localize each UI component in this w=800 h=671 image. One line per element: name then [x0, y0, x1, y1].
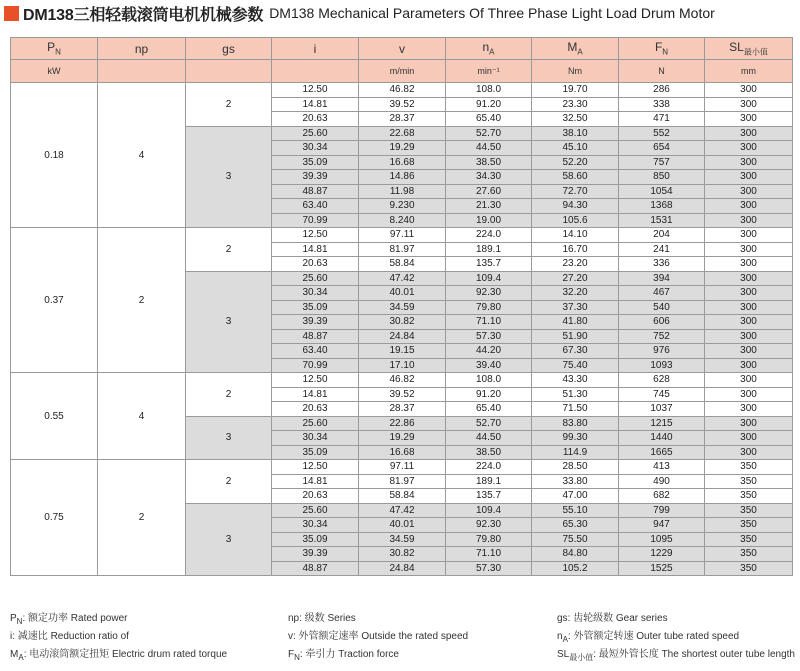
header-symbol-subscript: N — [662, 47, 669, 57]
min-length-cell: 300 — [705, 242, 793, 257]
torque-cell: 41.80 — [532, 315, 619, 330]
torque-cell: 47.00 — [532, 489, 619, 504]
rated-power-cell: 0.55 — [11, 373, 98, 460]
speed-cell: 19.29 — [359, 141, 446, 156]
torque-cell: 45.10 — [532, 141, 619, 156]
ratio-cell: 70.99 — [272, 358, 359, 373]
gear-series-cell: 2 — [186, 83, 272, 127]
min-length-cell: 300 — [705, 112, 793, 127]
speed-cell: 39.52 — [359, 387, 446, 402]
header-symbol-label: v — [399, 41, 405, 56]
speed-cell: 46.82 — [359, 373, 446, 388]
min-length-cell: 300 — [705, 329, 793, 344]
rotation-speed-cell: 57.30 — [446, 329, 532, 344]
legend-symbol-subscript: N — [294, 653, 300, 662]
legend-symbol-subscript: 最小值 — [569, 653, 594, 662]
legend-symbol: F — [288, 649, 295, 660]
speed-cell: 34.59 — [359, 532, 446, 547]
legend-symbol: SL — [557, 649, 570, 660]
legend-item — [10, 612, 227, 630]
torque-cell: 23.20 — [532, 257, 619, 272]
ratio-cell: 63.40 — [272, 199, 359, 214]
rotation-speed-cell: 57.30 — [446, 561, 532, 576]
ratio-cell: 25.60 — [272, 416, 359, 431]
torque-cell: 72.70 — [532, 184, 619, 199]
torque-cell: 71.50 — [532, 402, 619, 417]
title-bar — [0, 0, 800, 26]
rotation-speed-cell: 109.4 — [446, 503, 532, 518]
rotation-speed-cell: 19.00 — [446, 213, 532, 228]
table-row — [11, 228, 793, 243]
rotation-speed-cell: 39.40 — [446, 358, 532, 373]
min-length-cell: 300 — [705, 445, 793, 460]
min-length-cell: 300 — [705, 358, 793, 373]
torque-cell: 75.40 — [532, 358, 619, 373]
header-unit — [98, 60, 186, 83]
speed-cell: 24.84 — [359, 329, 446, 344]
header-symbol-label: gs — [222, 41, 235, 56]
gear-series-cell: 3 — [186, 503, 272, 576]
speed-cell: 40.01 — [359, 518, 446, 533]
ratio-cell: 25.60 — [272, 503, 359, 518]
torque-cell: 33.80 — [532, 474, 619, 489]
speed-cell: 58.84 — [359, 257, 446, 272]
gear-series-cell: 2 — [186, 460, 272, 504]
min-length-cell: 350 — [705, 518, 793, 533]
header-symbol-subscript: 最小值 — [743, 47, 768, 57]
legend-column — [288, 612, 468, 666]
speed-cell: 11.98 — [359, 184, 446, 199]
rotation-speed-cell: 108.0 — [446, 83, 532, 98]
rotation-speed-cell: 44.50 — [446, 141, 532, 156]
rotation-speed-cell: 189.1 — [446, 474, 532, 489]
torque-cell: 27.20 — [532, 271, 619, 286]
series-cell: 2 — [98, 228, 186, 373]
gear-series-cell: 2 — [186, 373, 272, 417]
rotation-speed-cell: 52.70 — [446, 126, 532, 141]
rotation-speed-cell: 92.30 — [446, 286, 532, 301]
speed-cell: 30.82 — [359, 315, 446, 330]
header-symbol-label: F — [654, 40, 663, 55]
traction-force-cell: 467 — [619, 286, 705, 301]
legend-description: : 最短外管长度 The shortest outer tube length — [593, 649, 795, 660]
traction-force-cell: 1525 — [619, 561, 705, 576]
legend-symbol: np — [288, 613, 300, 624]
legend-symbol: v — [288, 631, 293, 642]
header-unit: m/min — [359, 60, 446, 83]
traction-force-cell: 682 — [619, 489, 705, 504]
table-row — [11, 83, 793, 98]
min-length-cell: 300 — [705, 344, 793, 359]
rotation-speed-cell: 38.50 — [446, 155, 532, 170]
header-symbol-label: n — [482, 40, 490, 55]
min-length-cell: 350 — [705, 532, 793, 547]
ratio-cell: 20.63 — [272, 402, 359, 417]
ratio-cell: 35.09 — [272, 532, 359, 547]
header-unit — [186, 60, 272, 83]
ratio-cell: 12.50 — [272, 373, 359, 388]
ratio-cell: 48.87 — [272, 561, 359, 576]
torque-cell: 67.30 — [532, 344, 619, 359]
min-length-cell: 300 — [705, 271, 793, 286]
ratio-cell: 48.87 — [272, 329, 359, 344]
torque-cell: 14.10 — [532, 228, 619, 243]
traction-force-cell: 1037 — [619, 402, 705, 417]
table-row — [11, 373, 793, 388]
traction-force-cell: 336 — [619, 257, 705, 272]
rotation-speed-cell: 79.80 — [446, 532, 532, 547]
rated-power-cell: 0.75 — [11, 460, 98, 576]
min-length-cell: 300 — [705, 170, 793, 185]
speed-cell: 19.15 — [359, 344, 446, 359]
header-unit — [272, 60, 359, 83]
header-symbol-subscript: A — [577, 47, 583, 57]
legend-item — [10, 648, 227, 666]
speed-cell: 30.82 — [359, 547, 446, 562]
torque-cell: 83.80 — [532, 416, 619, 431]
header-symbol — [186, 38, 272, 60]
speed-cell: 24.84 — [359, 561, 446, 576]
table-row — [11, 460, 793, 475]
header-symbol — [11, 38, 98, 60]
rotation-speed-cell: 92.30 — [446, 518, 532, 533]
legend-description: : 额定功率 Rated power — [22, 613, 128, 624]
ratio-cell: 12.50 — [272, 228, 359, 243]
min-length-cell: 300 — [705, 315, 793, 330]
speed-cell: 46.82 — [359, 83, 446, 98]
torque-cell: 65.30 — [532, 518, 619, 533]
traction-force-cell: 241 — [619, 242, 705, 257]
traction-force-cell: 286 — [619, 83, 705, 98]
header-symbol-label: np — [134, 41, 149, 56]
header-unit-row — [11, 60, 793, 83]
title-english: DM138 Mechanical Parameters Of Three Phase Light Load Drum Motor — [269, 5, 715, 21]
header-unit: kW — [11, 60, 98, 83]
traction-force-cell: 799 — [619, 503, 705, 518]
traction-force-cell: 490 — [619, 474, 705, 489]
min-length-cell: 300 — [705, 97, 793, 112]
header-unit: mm — [705, 60, 793, 83]
min-length-cell: 300 — [705, 286, 793, 301]
min-length-cell: 300 — [705, 416, 793, 431]
legend-column — [557, 612, 795, 666]
rotation-speed-cell: 71.10 — [446, 547, 532, 562]
rotation-speed-cell: 34.30 — [446, 170, 532, 185]
ratio-cell: 14.81 — [272, 474, 359, 489]
traction-force-cell: 745 — [619, 387, 705, 402]
ratio-cell: 25.60 — [272, 271, 359, 286]
rotation-speed-cell: 44.20 — [446, 344, 532, 359]
ratio-cell: 35.09 — [272, 300, 359, 315]
legend-symbol: n — [557, 631, 563, 642]
header-unit: N — [619, 60, 705, 83]
min-length-cell: 350 — [705, 547, 793, 562]
min-length-cell: 300 — [705, 213, 793, 228]
ratio-cell: 35.09 — [272, 155, 359, 170]
min-length-cell: 300 — [705, 387, 793, 402]
legend-item — [557, 648, 795, 666]
header-symbol-label: P — [47, 40, 56, 55]
rotation-speed-cell: 71.10 — [446, 315, 532, 330]
traction-force-cell: 606 — [619, 315, 705, 330]
speed-cell: 47.42 — [359, 503, 446, 518]
ratio-cell: 48.87 — [272, 184, 359, 199]
header-symbol-label: SL — [729, 39, 744, 54]
header-symbol-subscript: N — [55, 47, 61, 57]
traction-force-cell: 1665 — [619, 445, 705, 460]
ratio-cell: 30.34 — [272, 141, 359, 156]
header-symbol — [272, 38, 359, 60]
title-chinese: DM138三相轻载滚筒电机机械参数 — [23, 6, 264, 24]
legend-item — [288, 648, 468, 666]
ratio-cell: 12.50 — [272, 83, 359, 98]
torque-cell: 84.80 — [532, 547, 619, 562]
legend-symbol-subscript: N — [16, 617, 23, 626]
rotation-speed-cell: 21.30 — [446, 199, 532, 214]
min-length-cell: 300 — [705, 402, 793, 417]
ratio-cell: 30.34 — [272, 518, 359, 533]
min-length-cell: 300 — [705, 141, 793, 156]
min-length-cell: 300 — [705, 155, 793, 170]
torque-cell: 19.70 — [532, 83, 619, 98]
min-length-cell: 350 — [705, 460, 793, 475]
parameters-table — [10, 37, 793, 576]
legend-item — [557, 630, 795, 648]
traction-force-cell: 1093 — [619, 358, 705, 373]
traction-force-cell: 413 — [619, 460, 705, 475]
header-symbol-subscript: A — [489, 47, 495, 57]
rotation-speed-cell: 65.40 — [446, 112, 532, 127]
header-unit: min⁻¹ — [446, 60, 532, 83]
legend-description: : 牵引力 Traction force — [299, 649, 399, 660]
rotation-speed-cell: 135.7 — [446, 257, 532, 272]
min-length-cell: 300 — [705, 228, 793, 243]
legend-description: : 电动滚筒额定扭矩 Electric drum rated torque — [23, 649, 228, 660]
min-length-cell: 350 — [705, 489, 793, 504]
rotation-speed-cell: 52.70 — [446, 416, 532, 431]
traction-force-cell: 1440 — [619, 431, 705, 446]
legend-symbol: i — [10, 631, 13, 642]
header-symbol — [619, 38, 705, 60]
header-symbol — [359, 38, 446, 60]
legend-description: : 减速比 Reduction ratio of — [12, 631, 129, 642]
ratio-cell: 70.99 — [272, 213, 359, 228]
torque-cell: 51.30 — [532, 387, 619, 402]
speed-cell: 14.86 — [359, 170, 446, 185]
header-symbol — [446, 38, 532, 60]
ratio-cell: 12.50 — [272, 460, 359, 475]
legend-description: : 外管额定转速 Outer tube rated speed — [567, 631, 740, 642]
traction-force-cell: 947 — [619, 518, 705, 533]
min-length-cell: 350 — [705, 474, 793, 489]
gear-series-cell: 3 — [186, 271, 272, 373]
speed-cell: 28.37 — [359, 112, 446, 127]
header-symbol — [705, 38, 793, 60]
min-length-cell: 300 — [705, 199, 793, 214]
traction-force-cell: 552 — [619, 126, 705, 141]
speed-cell: 58.84 — [359, 489, 446, 504]
traction-force-cell: 1368 — [619, 199, 705, 214]
speed-cell: 16.68 — [359, 445, 446, 460]
speed-cell: 34.59 — [359, 300, 446, 315]
torque-cell: 23.30 — [532, 97, 619, 112]
legend-symbol-subscript: A — [562, 635, 568, 644]
torque-cell: 75.50 — [532, 532, 619, 547]
legend-description: : 级数 Series — [299, 613, 356, 624]
header-symbol-row — [11, 38, 793, 60]
traction-force-cell: 976 — [619, 344, 705, 359]
torque-cell: 55.10 — [532, 503, 619, 518]
traction-force-cell: 752 — [619, 329, 705, 344]
legend-symbol: P — [10, 613, 17, 624]
min-length-cell: 300 — [705, 300, 793, 315]
traction-force-cell: 338 — [619, 97, 705, 112]
torque-cell: 32.20 — [532, 286, 619, 301]
ratio-cell: 39.39 — [272, 547, 359, 562]
speed-cell: 97.11 — [359, 460, 446, 475]
torque-cell: 99.30 — [532, 431, 619, 446]
speed-cell: 81.97 — [359, 242, 446, 257]
speed-cell: 97.11 — [359, 228, 446, 243]
traction-force-cell: 1095 — [619, 532, 705, 547]
torque-cell: 52.20 — [532, 155, 619, 170]
legend-description: : 外管额定速率 Outside the rated speed — [293, 631, 469, 642]
traction-force-cell: 757 — [619, 155, 705, 170]
gear-series-cell: 3 — [186, 416, 272, 460]
torque-cell: 43.30 — [532, 373, 619, 388]
header-unit: Nm — [532, 60, 619, 83]
speed-cell: 9.230 — [359, 199, 446, 214]
ratio-cell: 20.63 — [272, 112, 359, 127]
ratio-cell: 25.60 — [272, 126, 359, 141]
header-symbol-label: M — [567, 40, 578, 55]
torque-cell: 58.60 — [532, 170, 619, 185]
traction-force-cell: 540 — [619, 300, 705, 315]
traction-force-cell: 654 — [619, 141, 705, 156]
traction-force-cell: 204 — [619, 228, 705, 243]
torque-cell: 105.2 — [532, 561, 619, 576]
gear-series-cell: 3 — [186, 126, 272, 228]
rotation-speed-cell: 44.50 — [446, 431, 532, 446]
rated-power-cell: 0.18 — [11, 83, 98, 228]
speed-cell: 17.10 — [359, 358, 446, 373]
legend-symbol: gs — [557, 613, 568, 624]
traction-force-cell: 394 — [619, 271, 705, 286]
speed-cell: 19.29 — [359, 431, 446, 446]
speed-cell: 39.52 — [359, 97, 446, 112]
min-length-cell: 350 — [705, 561, 793, 576]
ratio-cell: 39.39 — [272, 315, 359, 330]
speed-cell: 47.42 — [359, 271, 446, 286]
rotation-speed-cell: 65.40 — [446, 402, 532, 417]
legend-symbol-subscript: A — [18, 653, 24, 662]
torque-cell: 38.10 — [532, 126, 619, 141]
torque-cell: 114.9 — [532, 445, 619, 460]
traction-force-cell: 1229 — [619, 547, 705, 562]
header-symbol — [98, 38, 186, 60]
rotation-speed-cell: 27.60 — [446, 184, 532, 199]
min-length-cell: 300 — [705, 184, 793, 199]
torque-cell: 51.90 — [532, 329, 619, 344]
legend-description: : 齿轮级数 Gear series — [567, 613, 668, 624]
ratio-cell: 39.39 — [272, 170, 359, 185]
torque-cell: 32.50 — [532, 112, 619, 127]
rotation-speed-cell: 189.1 — [446, 242, 532, 257]
ratio-cell: 63.40 — [272, 344, 359, 359]
rotation-speed-cell: 91.20 — [446, 97, 532, 112]
torque-cell: 16.70 — [532, 242, 619, 257]
ratio-cell: 30.34 — [272, 286, 359, 301]
rotation-speed-cell: 135.7 — [446, 489, 532, 504]
ratio-cell: 30.34 — [272, 431, 359, 446]
min-length-cell: 300 — [705, 257, 793, 272]
rotation-speed-cell: 108.0 — [446, 373, 532, 388]
rated-power-cell: 0.37 — [11, 228, 98, 373]
legend-symbol: M — [10, 649, 19, 660]
min-length-cell: 350 — [705, 503, 793, 518]
gear-series-cell: 2 — [186, 228, 272, 272]
torque-cell: 94.30 — [532, 199, 619, 214]
header-symbol — [532, 38, 619, 60]
traction-force-cell: 1054 — [619, 184, 705, 199]
ratio-cell: 14.81 — [272, 387, 359, 402]
min-length-cell: 300 — [705, 373, 793, 388]
title-marker-icon — [4, 6, 19, 21]
legend-item — [10, 630, 227, 648]
torque-cell: 37.30 — [532, 300, 619, 315]
ratio-cell: 14.81 — [272, 242, 359, 257]
series-cell: 4 — [98, 83, 186, 228]
ratio-cell: 14.81 — [272, 97, 359, 112]
rotation-speed-cell: 224.0 — [446, 228, 532, 243]
traction-force-cell: 850 — [619, 170, 705, 185]
ratio-cell: 35.09 — [272, 445, 359, 460]
speed-cell: 8.240 — [359, 213, 446, 228]
speed-cell: 81.97 — [359, 474, 446, 489]
min-length-cell: 300 — [705, 83, 793, 98]
legend-column — [10, 612, 227, 666]
rotation-speed-cell: 109.4 — [446, 271, 532, 286]
min-length-cell: 300 — [705, 126, 793, 141]
speed-cell: 40.01 — [359, 286, 446, 301]
legend-item — [288, 612, 468, 630]
ratio-cell: 20.63 — [272, 489, 359, 504]
legend-item — [557, 612, 795, 630]
series-cell: 4 — [98, 373, 186, 460]
speed-cell: 16.68 — [359, 155, 446, 170]
min-length-cell: 300 — [705, 431, 793, 446]
traction-force-cell: 471 — [619, 112, 705, 127]
torque-cell: 28.50 — [532, 460, 619, 475]
series-cell: 2 — [98, 460, 186, 576]
ratio-cell: 20.63 — [272, 257, 359, 272]
rotation-speed-cell: 79.80 — [446, 300, 532, 315]
speed-cell: 28.37 — [359, 402, 446, 417]
rotation-speed-cell: 224.0 — [446, 460, 532, 475]
speed-cell: 22.86 — [359, 416, 446, 431]
torque-cell: 105.6 — [532, 213, 619, 228]
traction-force-cell: 628 — [619, 373, 705, 388]
legend-item — [288, 630, 468, 648]
traction-force-cell: 1531 — [619, 213, 705, 228]
rotation-speed-cell: 91.20 — [446, 387, 532, 402]
traction-force-cell: 1215 — [619, 416, 705, 431]
header-symbol-label: i — [313, 41, 317, 56]
speed-cell: 22.68 — [359, 126, 446, 141]
table-body — [11, 83, 793, 576]
rotation-speed-cell: 38.50 — [446, 445, 532, 460]
